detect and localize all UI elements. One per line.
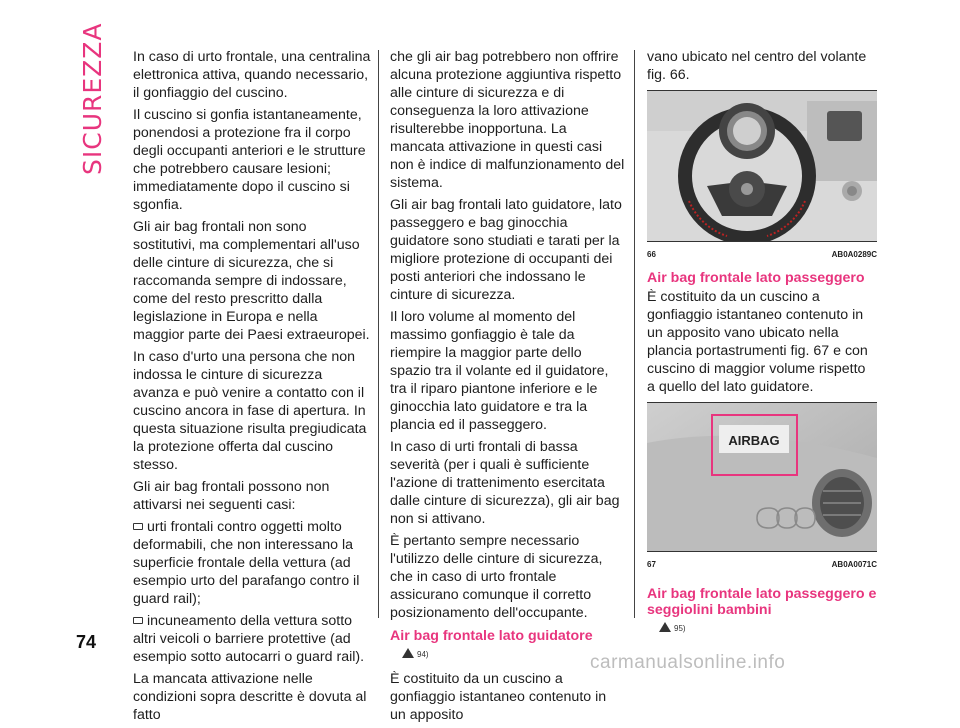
paragraph: che gli air bag potrebbero non offrire alcuna protezione aggiuntiva rispetto alle cinture di sicurezza e di conseguenza la loro attivazione risulterebbe inopportuna. La mancata attivazione in questi casi non è indice di malfunzionamento del sistema. <box>390 49 625 191</box>
figure-code: AB0A0289C <box>831 250 877 259</box>
dashboard-airbag-image <box>647 403 877 551</box>
paragraph: Gli air bag frontali lato guidatore, lato passeggero e bag ginocchia guidatore sono studiati e tarati per la migliore protezione di occupanti dei posti anteriori che indossano le cinture di sicurezza. <box>390 197 622 303</box>
text-column-1 <box>133 48 371 728</box>
paragraph: Il cuscino si gonfia istantaneamente, ponendosi a protezione fra il corpo degli occupanti anteriori e le strutture che potrebbero causare lesioni; immediatamente dopo il cuscino si sgonfia. <box>133 107 366 213</box>
warning-reference: 95) <box>659 620 877 638</box>
paragraph: In caso di urti frontali di bassa severità (per i quali è sufficiente l'azione di trattenimento esercitata dalle cinture di sicurezza), gli air bag non si attivano. <box>390 439 620 527</box>
steering-wheel-image <box>647 91 877 241</box>
text-column-2 <box>390 48 625 728</box>
paragraph: È pertanto sempre necessario l'utilizzo delle cinture di sicurezza, che in caso di urto frontale assicurano comunque il corretto posizionamento dell'occupante. <box>390 533 603 621</box>
figure-caption <box>647 556 877 574</box>
section-heading: Air bag frontale lato passeggero <box>647 270 865 286</box>
figure-steering-wheel <box>647 90 877 242</box>
page-number: 74 <box>76 632 97 652</box>
column-divider <box>634 50 635 618</box>
paragraph: Gli air bag frontali non sono sostitutivi, ma complementari all'uso delle cinture di sicurezza, che si raccomanda sempre di indossare, come del resto prescritto dalla legislazione in Europa e nella maggior parte dei Paesi extraeuropei. <box>133 219 370 343</box>
paragraph: In caso d'urto una persona che non indossa le cinture di sicurezza avanza e può venire a contatto con il cuscino ancora in fase di apertura. In questa situazione risulta pregiudicata la protezione offerta dal cuscino stesso. <box>133 349 367 473</box>
paragraph: È costituito da un cuscino a gonfiaggio istantaneo contenuto in un apposito vano ubicato nella plancia portastrumenti fig. 67 e con cuscino di maggior volume rispetto a quello del lato guidatore. <box>647 289 868 395</box>
column-divider <box>378 50 379 618</box>
bullet-icon <box>133 617 143 624</box>
figure-passenger-airbag <box>647 402 877 552</box>
section-heading: Air bag frontale lato passeggero e seggiolini bambini <box>647 586 877 618</box>
paragraph: È costituito da un cuscino a gonfiaggio istantaneo contenuto in un apposito <box>390 671 607 723</box>
figure-number: 67 <box>647 560 656 569</box>
warning-icon <box>659 622 671 632</box>
warning-icon <box>402 648 414 658</box>
figure-number: 66 <box>647 250 656 259</box>
bullet-item: urti frontali contro oggetti molto deformabili, che non interessano la superficie frontale della vettura (ad esempio urto del parafango contro il guard rail); <box>133 519 360 607</box>
figure-caption <box>647 246 877 264</box>
bullet-icon <box>133 523 143 530</box>
paragraph: In caso di urto frontale, una centralina elettronica attiva, quando necessario, il gonfiaggio del cuscino. <box>133 49 371 101</box>
text-column-3 <box>647 48 877 644</box>
paragraph: La mancata attivazione nelle condizioni sopra descritte è dovuta al fatto <box>133 671 367 723</box>
warning-reference: 94) <box>402 646 625 664</box>
figure-code: AB0A0071C <box>831 560 877 569</box>
section-heading: Air bag frontale lato guidatore <box>390 628 593 644</box>
paragraph: Gli air bag frontali possono non attivarsi nei seguenti casi: <box>133 479 330 513</box>
paragraph: Il loro volume al momento del massimo gonfiaggio è tale da riempire la maggior parte dello spazio tra il volante ed il guidatore, tra il riparo piantone inferiore e le ginocchia lato guidatore e tra la plancia ed il passeggero. <box>390 309 609 433</box>
paragraph: vano ubicato nel centro del volante fig. 66. <box>647 49 867 83</box>
watermark: carmanualsonline.info <box>590 652 786 673</box>
section-title: SICUREZZA <box>78 22 107 175</box>
bullet-item: incuneamento della vettura sotto altri veicoli o barriere protettive (ad esempio sotto autocarri o guard rail). <box>133 613 365 665</box>
airbag-label: AIRBAG <box>728 433 780 448</box>
